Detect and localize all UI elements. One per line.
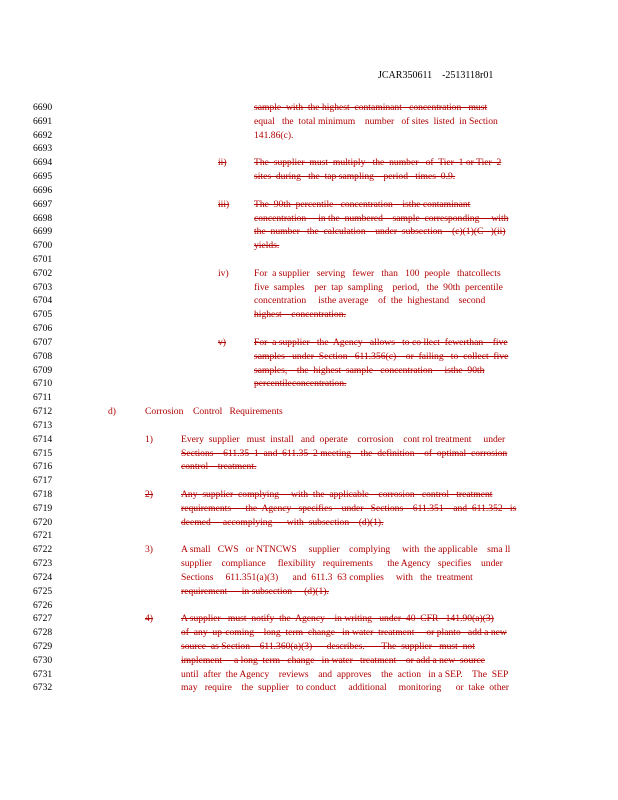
document-line — [0, 391, 618, 405]
line-number: 6723 — [33, 558, 53, 570]
document-line — [0, 668, 618, 682]
line-text: concentration isthe average of the highestand second — [254, 295, 486, 307]
document-line — [0, 516, 618, 530]
document-line — [0, 488, 618, 502]
line-text: 141.86(c). — [254, 129, 294, 141]
document-line — [0, 308, 618, 322]
document-line — [0, 156, 618, 170]
document-line — [0, 640, 618, 654]
line-number: 6708 — [33, 350, 53, 362]
document-line — [0, 253, 618, 267]
line-number: 6711 — [33, 392, 52, 404]
document-line — [0, 612, 618, 626]
line-number: 6703 — [33, 281, 53, 293]
line-text: supplier compliance flexibility requirements the Agency specifies under — [181, 558, 503, 570]
line-text: implement a long term change in water treatment or add a new source — [181, 654, 485, 666]
line-number: 6694 — [33, 157, 53, 169]
document-line — [0, 571, 618, 585]
list-marker: iii) — [218, 198, 230, 210]
line-number: 6700 — [33, 240, 53, 252]
line-number: 6705 — [33, 309, 53, 321]
line-number: 6696 — [33, 184, 53, 196]
line-number: 6693 — [33, 143, 53, 155]
document-line — [0, 115, 618, 129]
document-line — [0, 433, 618, 447]
line-number: 6709 — [33, 364, 53, 376]
line-number: 6698 — [33, 212, 53, 224]
line-text: five samples per tap sampling period, the 90th percentile — [254, 281, 503, 293]
document-line — [0, 281, 618, 295]
line-number: 6727 — [33, 613, 53, 625]
line-text: may require the supplier to conduct additional monitoring or take other — [181, 682, 509, 694]
line-number: 6697 — [33, 198, 53, 210]
document-line — [0, 322, 618, 336]
line-number: 6713 — [33, 419, 53, 431]
line-number: 6695 — [33, 171, 53, 183]
line-number: 6701 — [33, 254, 53, 266]
line-number: 6716 — [33, 461, 53, 473]
line-text: samples under Section 611.356(c) or failing to collect five — [254, 350, 509, 362]
line-text: requirements the Agency specifies under Sections 611.351 and 611.352 is — [181, 502, 517, 514]
line-number: 6714 — [33, 433, 53, 445]
line-number: 6690 — [33, 102, 53, 113]
line-number: 6706 — [33, 323, 53, 335]
document-line — [0, 129, 618, 143]
line-text: Sections 611.351(a)(3) and 611.3 63 complies with the treatment — [181, 571, 473, 583]
line-text: control treatment. — [181, 461, 257, 473]
document-line — [0, 267, 618, 281]
document-line — [0, 225, 618, 239]
line-number: 6724 — [33, 571, 53, 583]
list-marker: v) — [218, 336, 226, 348]
document-line — [0, 529, 618, 543]
line-text: of any up-coming long term change in water treatment or planto add a new — [181, 627, 507, 639]
line-number: 6712 — [33, 406, 53, 418]
line-text: deemed accomplying with subsection (d)(1). — [181, 516, 384, 528]
line-number: 6717 — [33, 475, 53, 487]
line-text: Any supplier complying with the applicable corrosion control treatment — [181, 488, 493, 500]
line-text: requirement in subsection (d)(1). — [181, 585, 329, 597]
line-text: percentileconcentration. — [254, 378, 347, 390]
document-line — [0, 350, 618, 364]
line-text: For a supplier serving fewer than 100 people thatcollects — [254, 267, 501, 279]
document-line — [0, 543, 618, 557]
line-text: source as Section 611.360(a)(3) describes. The supplier must not — [181, 640, 475, 652]
line-number: 6691 — [33, 115, 53, 127]
list-marker: 4) — [145, 613, 153, 625]
line-number: 6728 — [33, 627, 53, 639]
line-text: equal the total minimum number of sites listed in Section — [254, 115, 498, 127]
document-line — [0, 585, 618, 599]
line-text: the number the calculation under subsection (c)(1)(C )(ii) — [254, 226, 506, 238]
line-text: A supplier must notify the Agency in writing under 40 CFR 141.90(a)(3) — [181, 613, 494, 625]
document-line — [0, 364, 618, 378]
line-number: 6702 — [33, 267, 53, 279]
list-marker: 3) — [145, 544, 153, 556]
document-line — [0, 447, 618, 461]
document-line — [0, 198, 618, 212]
line-number: 6707 — [33, 336, 53, 348]
document-line — [0, 101, 618, 115]
line-text: sample with the highest contaminant concentration must — [254, 102, 488, 113]
document-line — [0, 502, 618, 516]
document-line — [0, 377, 618, 391]
line-text: concentration in the numbered sample corresponding with — [254, 212, 509, 224]
line-text: yields. — [254, 240, 280, 252]
document-line — [0, 212, 618, 226]
document-line — [0, 142, 618, 156]
document-line — [0, 419, 618, 433]
line-number: 6729 — [33, 640, 53, 652]
line-number: 6692 — [33, 129, 53, 141]
line-number: 6725 — [33, 585, 53, 597]
document-line — [0, 474, 618, 488]
document-line — [0, 170, 618, 184]
line-text: sites during the tap sampling period times 0.9. — [254, 171, 456, 183]
line-number: 6730 — [33, 654, 53, 666]
line-number: 6732 — [33, 682, 53, 694]
list-marker: 2) — [145, 488, 153, 500]
document-line — [0, 557, 618, 571]
line-text: For a supplier the Agency allows to co llect fewerthan five — [254, 336, 508, 348]
line-number: 6731 — [33, 668, 53, 680]
document-line — [0, 654, 618, 668]
line-text: Sections 611.35 1 and 611.35 2 meeting the definition of optimal corrosion — [181, 447, 508, 459]
line-number: 6699 — [33, 226, 53, 238]
list-marker: ii) — [218, 157, 227, 169]
document-line — [0, 336, 618, 350]
line-text: The 90th percentile concentration isthe contaminant — [254, 198, 471, 210]
line-number: 6720 — [33, 516, 53, 528]
line-number: 6719 — [33, 502, 53, 514]
line-number: 6721 — [33, 530, 53, 542]
list-marker: d) — [108, 406, 116, 418]
line-text: Every supplier must install and operate corrosion cont rol treatment under — [181, 433, 506, 445]
document-line — [0, 626, 618, 640]
document-line — [0, 184, 618, 198]
line-number: 6710 — [33, 378, 53, 390]
line-number: 6704 — [33, 295, 53, 307]
list-marker: iv) — [218, 267, 229, 279]
document-line — [0, 294, 618, 308]
line-number: 6718 — [33, 488, 53, 500]
line-number: 6722 — [33, 544, 53, 556]
line-text: until after the Agency reviews and approves the action in a SEP. The SEP — [181, 668, 509, 680]
line-number: 6726 — [33, 599, 53, 611]
line-text: samples, the highest sample concentration isthe 90th — [254, 364, 485, 376]
line-number: 6715 — [33, 447, 53, 459]
line-text: The supplier must multiply the number of Tier 1 or Tier 2 — [254, 157, 502, 169]
line-text: highest concentration. — [254, 309, 346, 321]
line-text: A small CWS or NTNCWS supplier complying with the applicable sma ll — [181, 544, 511, 556]
document-identifier: JCAR350611 -2513118r01 — [378, 70, 494, 81]
document-line — [0, 239, 618, 253]
line-text: Corrosion Control Requirements — [145, 406, 283, 418]
document-line — [0, 460, 618, 474]
list-marker: 1) — [145, 433, 153, 445]
document-line — [0, 405, 618, 419]
document-line — [0, 681, 618, 695]
document-line — [0, 599, 618, 613]
